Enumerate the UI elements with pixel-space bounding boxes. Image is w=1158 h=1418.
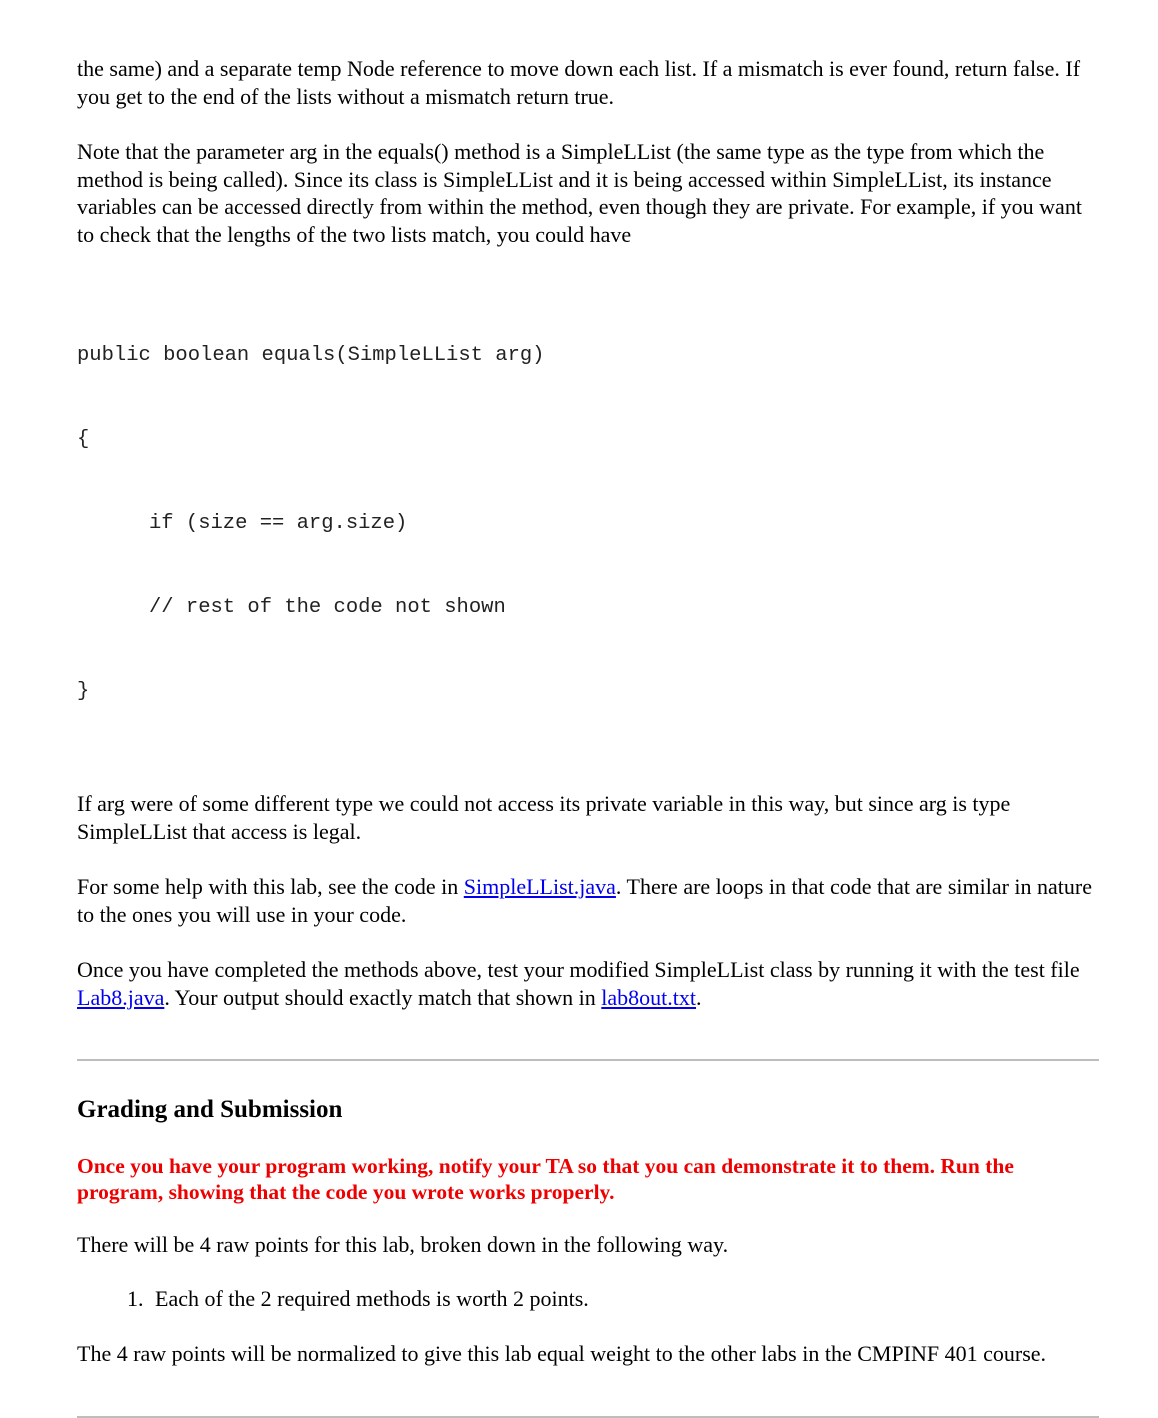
paragraph-testing: [77, 956, 1101, 1011]
testing-text-middle: . Your output should exactly match that shown in: [164, 984, 602, 1010]
paragraph-mismatch: the same) and a separate temp Node reference to move down each list. If a mismatch is ever found, return false. If you get to the end of the lists without a mismatch return true.: [77, 56, 1081, 109]
paragraph-parameter-note: Note that the parameter arg in the equals() method is a SimpleLList (the same type as the type from which the method is being called). Since its class is SimpleLList and it is being accessed within SimpleLList, its instance variables can be accessed directly from within the method, even though they are private. For example, if you want to check that the lengths of the two lists match, you could have: [77, 139, 1082, 247]
list-item: 1. Each of the 2 required methods is worth 2 points.: [149, 1285, 1101, 1313]
code-line-open-brace: {: [77, 428, 90, 451]
paragraph-help: [77, 873, 1101, 928]
document-page: [77, 55, 1101, 1418]
normalization-note: The 4 raw points will be normalized to give this lab equal weight to the other labs in the CMPINF 401 course.: [77, 1341, 1047, 1366]
simplellist-java-link[interactable]: SimpleLList.java: [463, 874, 616, 899]
code-line-signature: public boolean equals(SimpleLList arg): [77, 344, 545, 367]
horizontal-rule: [77, 1059, 1099, 1061]
testing-text-after: .: [696, 984, 702, 1010]
paragraph-arg-type: If arg were of some different type we could not access its private variable in this way, but since arg is type SimpleLList that access is legal.: [77, 791, 1011, 844]
code-line-if: if (size == arg.size): [149, 512, 408, 535]
help-text-before: For some help with this lab, see the code in: [77, 874, 464, 899]
code-block: [77, 286, 1101, 762]
lab8out-txt-link[interactable]: lab8out.txt: [601, 984, 696, 1010]
code-line-comment: // rest of the code not shown: [149, 596, 506, 619]
code-line-close-brace: }: [77, 680, 90, 703]
grading-notice: Once you have your program working, notify your TA so that you can demonstrate it to them. Run the program, showing that the code you wrote works properly.: [77, 1154, 1014, 1204]
grading-heading: Grading and Submission: [77, 1096, 343, 1123]
points-intro: There will be 4 raw points for this lab, broken down in the following way.: [77, 1232, 729, 1257]
testing-text-before: Once you have completed the methods above, test your modified SimpleLList class by running it with the test file: [77, 957, 1080, 982]
help-text-after: . There are loops in that code that are similar in nature to the ones you will use in your code.: [77, 874, 1093, 927]
lab8-java-link[interactable]: Lab8.java: [77, 984, 165, 1010]
points-list: [77, 1285, 1101, 1313]
horizontal-rule-bottom: [77, 1416, 1099, 1418]
